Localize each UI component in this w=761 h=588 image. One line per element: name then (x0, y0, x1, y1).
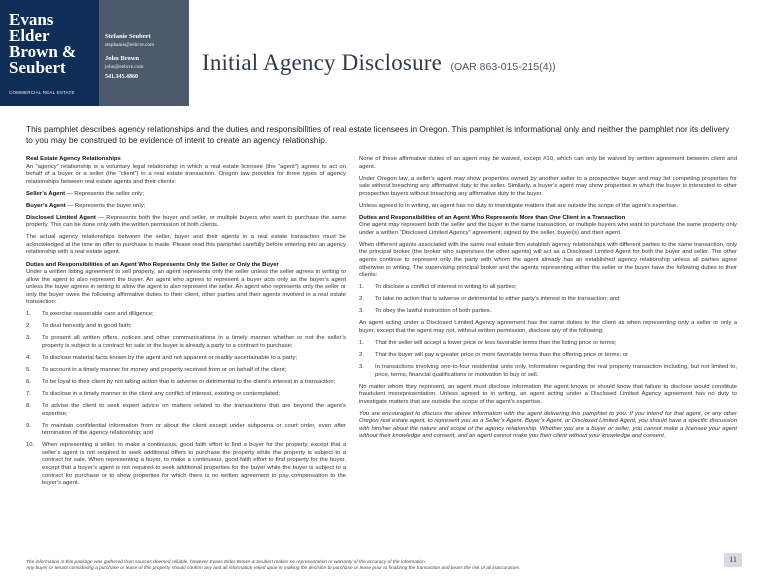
list-number: 3. (359, 363, 364, 370)
list-number: 2. (26, 323, 31, 330)
logo-line: Evans (9, 10, 54, 29)
list-text: To present all written offers, notices and other communications in a timely manner whether or not the seller’s property is subject to a contract for sale or the buyer is already a party to a contract to purchase; (42, 335, 346, 349)
paragraph: Under Oregon law, a seller’s agent may show properties owned by another seller to a prospective buyer and may list competing properties for sale without breaching any affirmative duty to the seller. Similarly, a buyer’s agent may show properties in which the buyer is interested to other prospective buyers without breaching any affirmative duty to the buyer. (359, 175, 737, 197)
company-logo (0, 0, 99, 106)
paragraph: One agent may represent both the seller and the buyer in the same transaction, or multiple buyers who want to purchase the same property only under a written “Disclosed Limited Agency” agreement, signed by the seller, buyer(s) and their agent. (359, 222, 737, 236)
list-text: To obey the lawful instruction of both parties. (375, 308, 492, 315)
definition-buyer (26, 203, 346, 211)
intro-paragraph: This pamphlet describes agency relationships and the duties and responsibilities of real estate licensees in Oregon. This pamphlet is informational only and neither the pamphlet nor its delivery to you may be construed to be evidence of intent to create an agency relationship. (26, 124, 730, 145)
logo-subtitle: COMMERCIAL REAL ESTATE (9, 90, 75, 95)
list-number: 1. (359, 284, 364, 291)
list-item (359, 284, 737, 292)
logo-line: Seubert (9, 58, 66, 77)
list-item (26, 403, 346, 418)
list-number: 1. (359, 339, 364, 346)
contact-name: Stefanie Seubert (105, 33, 151, 40)
list-item (26, 311, 346, 319)
duties-list (359, 284, 737, 316)
paragraph: Unless agreed to in writing, an agent has no duty to investigate matters that are outside the scope of the agent’s expertise. (359, 202, 678, 209)
list-item (359, 340, 737, 348)
list-text: To maintain confidential information from or about the client except under subpoena or court order, even after termination of the agency relationship; and (42, 422, 346, 437)
list-number: 9. (26, 422, 31, 429)
term: Seller’s Agent (26, 190, 66, 197)
list-number: 2. (359, 296, 364, 303)
contact-email: john@eebcre.com (105, 64, 144, 70)
section-single-client (26, 262, 346, 307)
closing-paragraph: You are encouraged to discuss the above information with the agent delivering this pamphlet to you. If you intend for that agent, or any other Oregon real estate agent, to represent you as a Seller’s Agent, Buyer’s Agent, or Disclosed Limited Agent, you should have a specific discussion with him/her about the nature and scope of the agency relationship. Whether you are a buyer or seller, you cannot make a licensee your agent without their knowledge and consent, and an agent cannot make you their client without your knowledge and consent. (359, 410, 737, 440)
paragraph: The actual agency relationships between the seller, buyer and their agents in a real estate transaction must be acknowledged at the time an offer to purchase is made. Please read this pamphlet carefully before entering into an agency relationship with a real estate agent. (26, 234, 346, 256)
list-text: To take no action that is adverse or detrimental to either party’s interest in the transaction; and (375, 296, 620, 303)
section-relationships (26, 156, 346, 186)
contact-email: stephanie@eebcre.com (105, 42, 155, 48)
section-heading: Duties and Responsibilities of an Agent Who Represents Only the Seller or Only the Buyer (26, 261, 279, 268)
list-number: 10. (26, 442, 35, 449)
list-item (26, 423, 346, 438)
list-item (359, 352, 737, 360)
right-column (359, 156, 737, 445)
paragraph: No matter whom they represent, an agent must disclose information the agent knows or should know that failure to disclose would constitute fraudulent misrepresentation. Unless agreed to in writing, an agent acting under a Disclosed Limited Agency agreement has no duty to investigate matters that are outside the scope of the agent’s expertise. (359, 383, 737, 405)
paragraph: Under a written listing agreement to sell property, an agent represents only the seller unless the seller agrees in writing to allow the agent to also represent the buyer. An agent who agrees to represent a buyer acts only as the buyer’s agent unless the buyer agrees in writing to allow the agent to also represent the seller. An agent who represents only the seller or only the buyer owes the following affirmative duties to their client, other parties and their agents involved in a real estate transaction: (26, 269, 346, 306)
section-heading: Duties and Responsibilities of an Agent Who Represents More than One Client in a Transaction (359, 214, 626, 221)
list-text: To be loyal to their client by not taking action that is adverse or detrimental to the client’s interest in a transaction; (42, 379, 336, 386)
list-number: 1. (26, 311, 31, 318)
left-column (26, 156, 346, 492)
paragraph: An “agency” relationship is a voluntary legal relationship in which a real estate licensee (the “agent”) agrees to act on behalf of a buyer or a seller (the “client”) in a real estate transaction. Oregon law provides for three types of agency relationships between real estate agents and their clients: (26, 163, 346, 185)
list-item (26, 335, 346, 350)
list-text: When representing a seller, to make a continuous, good faith effort to find a buyer for the property, except that a seller’s agent is not required to seek additional offers to purchase the property while the property is subject to a contract for sale. When representing a buyer, to make a continuous, good faith effort to find property for the buyer, except that a buyer’s agent is not required to seek additional properties for the buyer while the buyer is subject to a contract for purchase or to show properties for which there is no written agreement to pay compensation to the buyer’s agent. (42, 442, 346, 487)
duties-list (26, 311, 346, 487)
list-item (26, 442, 346, 487)
page-header (0, 0, 761, 106)
term: Disclosed Limited Agent (26, 214, 96, 221)
list-item (359, 364, 737, 379)
list-text: To disclose material facts known by the agent and not apparent or readily ascertainable to a party; (42, 354, 298, 361)
term: Buyer’s Agent (26, 202, 66, 209)
list-item (359, 296, 737, 304)
contact-phone: 541.345.4860 (105, 74, 138, 80)
section-multiple-clients (359, 215, 737, 238)
title-text: Initial Agency Disclosure (202, 50, 443, 75)
list-text: To account in a timely manner for money and property received from or on behalf of the client; (42, 367, 287, 374)
definition-seller (26, 191, 346, 199)
title-code: (OAR 863-015-215(4)) (450, 61, 556, 73)
definition: — Represents the seller only; (65, 190, 144, 197)
list-text: In transactions involving one-to-four residential units only, information regarding the real property transaction including, but not limited to, price, terms, financial qualifications or motivation to buy or sell. (375, 363, 737, 378)
list-text: That the buyer will pay a greater price or more favorable terms than the offering price or terms; or (375, 351, 628, 358)
list-text: To exercise reasonable care and diligence; (42, 311, 154, 318)
list-text: To disclose a conflict of interest in writing to all parties; (375, 284, 517, 291)
list-item (26, 379, 346, 387)
disclosure-list (359, 340, 737, 379)
paragraph: None of these affirmative duties of an agent may be waived, except #10, which can only be waived by written agreement between client and agent. (359, 156, 737, 170)
page-title (202, 50, 556, 76)
footer-disclaimer (26, 560, 716, 573)
list-item (26, 391, 346, 399)
list-number: 8. (26, 403, 31, 410)
list-text: To deal honestly and in good faith; (42, 323, 132, 330)
logo-line: Brown & (9, 42, 77, 61)
list-number: 3. (359, 308, 364, 315)
list-item (359, 308, 737, 316)
definition: — Represents both the buyer and seller, or multiple buyers who want to purchase the same property. This can be done only with the written permission of both clients. (26, 214, 346, 229)
list-text: That the seller will accept a lower price or less favorable terms than the listing price or terms; (375, 339, 617, 346)
paragraph: An agent acting under a Disclosed Limited Agency agreement has the same duties to the client as when representing only a seller or only a buyer, except that the agent may not, without written permission, disclose any of the following: (359, 320, 737, 334)
definition-disclosed (26, 215, 346, 230)
logo-line: Elder (9, 26, 50, 45)
section-heading: Real Estate Agency Relationships (26, 156, 121, 162)
contact-name: John Brown (105, 55, 140, 62)
list-item (26, 323, 346, 331)
list-text: To advise the client to seek expert advice on matters related to the transactions that are beyond the agent’s expertise; (42, 403, 346, 417)
list-number: 4. (26, 354, 31, 361)
list-number: 2. (359, 351, 364, 358)
definition: — Represents the buyer only; (65, 202, 146, 209)
disclaimer-line: The information in this package was gathered from sources deemed reliable, however Evans Elder Brown & Seubert makes no representation or warranty of the accuracy of the information. (26, 560, 426, 565)
list-number: 3. (26, 335, 31, 342)
list-item (26, 355, 346, 363)
disclaimer-line: Any buyer or tenant considering a purchase or lease of this property should confirm any and all information relied upon in making the decision to purchase or lease prior to finalizing the transaction and bears the risk of all inaccuracies. (26, 566, 521, 572)
list-number: 6. (26, 379, 31, 386)
contact-panel (99, 0, 189, 106)
list-number: 5. (26, 367, 31, 374)
list-number: 7. (26, 391, 31, 398)
paragraph: When different agents associated with the same real estate firm establish agency relationships with different parties to the same transaction, only the principal broker (the broker who supervises the other agents) will act as a Disclosed Limited Agent for both the buyer and seller. The other agents continue to represent only the party with whom the agent already has an established agency relationship unless all parties agree otherwise in writing. The supervising principal broker and the agents representing either the seller or the buyer have the following duties to their clients: (359, 241, 737, 279)
list-item (26, 367, 346, 375)
list-text: To disclose in a timely manner to the client any conflict of interest, existing or contemplated; (42, 391, 281, 398)
page-number: 11 (724, 553, 742, 567)
